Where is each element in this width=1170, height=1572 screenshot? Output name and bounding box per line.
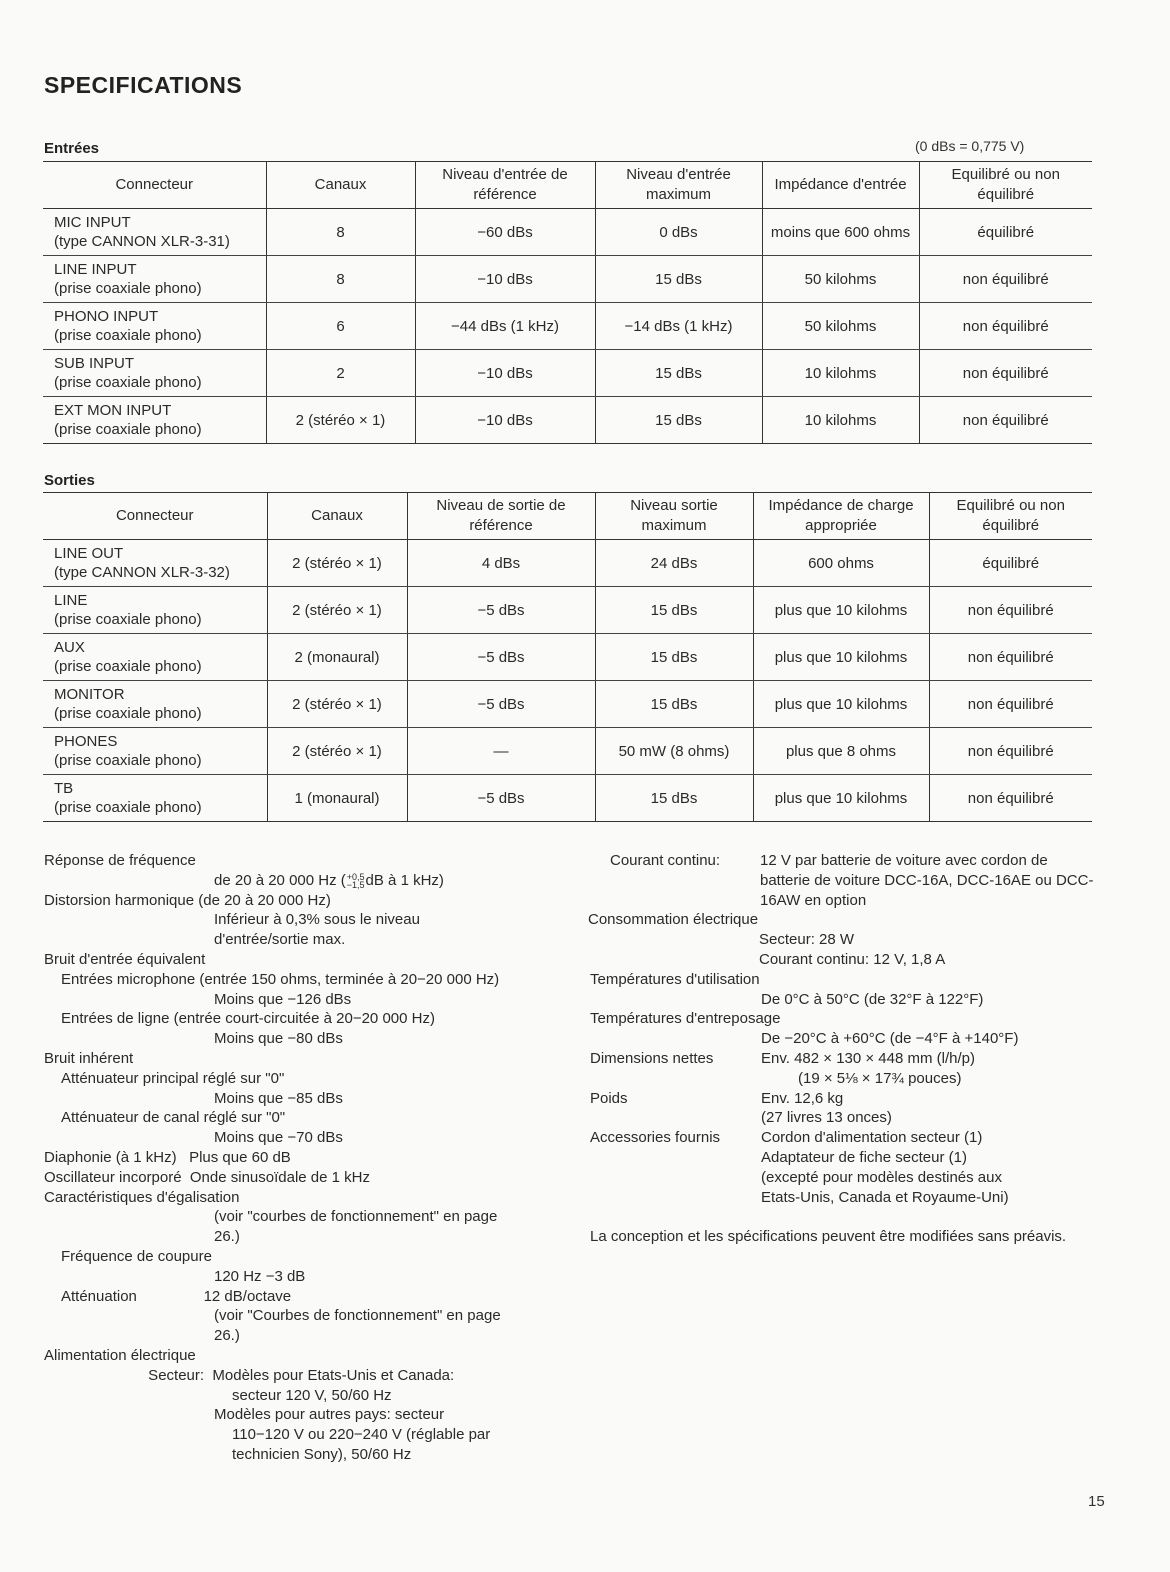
spec-line: Oscillateur incorporé Onde sinusoïdale de 1 kHz — [44, 1168, 371, 1186]
table-cell — [43, 397, 266, 444]
table-row — [43, 634, 1092, 681]
spec-line: secteur 120 V, 50/60 Hz — [232, 1386, 392, 1404]
consumption-label: Consommation électrique — [588, 911, 759, 929]
table-cell: −60 dBs — [415, 209, 595, 256]
table-cell: 2 (monaural) — [267, 634, 407, 681]
inputs-table — [43, 161, 1092, 444]
column-header: Canaux — [266, 162, 415, 209]
table-cell: −10 dBs — [415, 350, 595, 397]
connector-type: (prise coaxiale phono) — [54, 280, 202, 297]
table-cell — [43, 587, 267, 634]
table-cell — [43, 303, 266, 350]
spec-line: (voir "Courbes de fonctionnement" en page — [214, 1307, 501, 1325]
table-cell: non équilibré — [919, 350, 1092, 397]
spec-line: Atténuation 12 dB/octave — [61, 1287, 292, 1305]
connector-type: (prise coaxiale phono) — [54, 374, 202, 391]
table-cell — [43, 634, 267, 681]
table-cell: 0 dBs — [595, 209, 762, 256]
dc-value: 12 V par batterie de voiture avec cordon de batterie de voiture DCC-16A, DCC-16AE ou DCC-16AW en option — [760, 852, 1094, 909]
spec-line: 26.) — [214, 1327, 240, 1345]
table-cell: −5 dBs — [407, 681, 595, 728]
table-cell: 2 — [266, 350, 415, 397]
dim-value: Env. 482 × 130 × 448 mm (l/h/p) — [761, 1049, 976, 1067]
table-cell: 15 dBs — [595, 256, 762, 303]
dim-label: Dimensions nettes — [590, 1049, 714, 1067]
table-header-row — [43, 493, 1092, 540]
connector-type: (prise coaxiale phono) — [54, 752, 202, 769]
spec-line: 110−120 V ou 220−240 V (réglable par — [232, 1426, 491, 1444]
connector-name: LINE INPUT — [54, 261, 137, 278]
column-header: Equilibré ou non équilibré — [929, 493, 1092, 540]
spec-line: Diaphonie (à 1 kHz) Plus que 60 dB — [44, 1148, 291, 1166]
table-cell: 1 (monaural) — [267, 775, 407, 822]
table-cell: non équilibré — [929, 634, 1092, 681]
table-cell: 50 mW (8 ohms) — [595, 728, 753, 775]
right-specs — [588, 851, 1108, 1247]
table-cell: non équilibré — [929, 728, 1092, 775]
reference-note: (0 dBs = 0,775 V) — [915, 138, 1025, 154]
connector-name: LINE OUT — [54, 545, 124, 562]
connector-type: (prise coaxiale phono) — [54, 705, 202, 722]
spec-line: Entrées de ligne (entrée court-circuitée à 20−20 000 Hz) — [61, 1010, 435, 1028]
accessory-1: Cordon d'alimentation secteur (1) — [761, 1129, 983, 1147]
table-cell — [43, 350, 266, 397]
table-cell — [43, 209, 266, 256]
table-row — [43, 350, 1092, 397]
column-header: Niveau d'entrée de référence — [415, 162, 595, 209]
freq-post: dB à 1 kHz) — [365, 871, 444, 889]
table-cell: non équilibré — [919, 397, 1092, 444]
table-header-row — [43, 162, 1092, 209]
table-row — [43, 681, 1092, 728]
accessories-label: Accessories fournis — [590, 1129, 721, 1147]
spec-line: Alimentation électrique — [44, 1346, 196, 1364]
table-cell: 8 — [266, 209, 415, 256]
table-row — [43, 540, 1092, 587]
spec-line: technicien Sony), 50/60 Hz — [232, 1445, 412, 1463]
column-header: Niveau sortie maximum — [595, 493, 753, 540]
connector-name: MONITOR — [54, 686, 125, 703]
table-cell: 50 kilohms — [762, 256, 919, 303]
spec-line: 26.) — [214, 1228, 240, 1246]
table-cell: 2 (stéréo × 1) — [266, 397, 415, 444]
table-cell: 50 kilohms — [762, 303, 919, 350]
column-header: Canaux — [267, 493, 407, 540]
accessory-2: Adaptateur de fiche secteur (1) — [761, 1148, 967, 1166]
table-cell: 2 (stéréo × 1) — [267, 587, 407, 634]
connector-name: PHONO INPUT — [54, 308, 159, 325]
temp-use-value: De 0°C à 50°C (de 32°F à 122°F) — [761, 990, 984, 1008]
table-cell: 15 dBs — [595, 350, 762, 397]
table-cell: plus que 10 kilohms — [753, 634, 929, 681]
dim-row — [588, 1049, 1108, 1069]
spec-line: Entrées microphone (entrée 150 ohms, terminée à 20−20 000 Hz) — [61, 970, 500, 988]
table-cell: 2 (stéréo × 1) — [267, 681, 407, 728]
table-cell: non équilibré — [929, 775, 1092, 822]
table-row — [43, 587, 1092, 634]
table-cell: plus que 8 ohms — [753, 728, 929, 775]
connector-type: (type CANNON XLR-3-31) — [54, 233, 230, 250]
tolerance-minus: −1,5 — [346, 879, 365, 890]
outputs-table — [43, 492, 1092, 822]
disclaimer: La conception et les spécifications peuvent être modifiées sans préavis. — [590, 1228, 1067, 1246]
column-header: Niveau de sortie de référence — [407, 493, 595, 540]
connector-type: (prise coaxiale phono) — [54, 658, 202, 675]
spec-line: Bruit inhérent — [44, 1049, 134, 1067]
table-cell — [43, 540, 267, 587]
table-cell: 4 dBs — [407, 540, 595, 587]
table-cell: non équilibré — [929, 587, 1092, 634]
connector-type: (prise coaxiale phono) — [54, 611, 202, 628]
table-cell: moins que 600 ohms — [762, 209, 919, 256]
spec-line: d'entrée/sortie max. — [214, 931, 346, 949]
inputs-heading: Entrées — [44, 140, 100, 157]
table-cell: non équilibré — [929, 681, 1092, 728]
table-row — [43, 775, 1092, 822]
spec-line: Moins que −70 dBs — [214, 1129, 343, 1147]
connector-name: EXT MON INPUT — [54, 402, 172, 419]
table-cell: 10 kilohms — [762, 350, 919, 397]
page-title: SPECIFICATIONS — [44, 72, 243, 98]
table-cell: −5 dBs — [407, 587, 595, 634]
connector-type: (prise coaxiale phono) — [54, 799, 202, 816]
table-cell: plus que 10 kilohms — [753, 681, 929, 728]
table-cell: −10 dBs — [415, 397, 595, 444]
accessory-3: (excepté pour modèles destinés aux — [761, 1168, 1002, 1186]
table-cell: 15 dBs — [595, 397, 762, 444]
table-cell: plus que 10 kilohms — [753, 587, 929, 634]
temp-store-value: De −20°C à +60°C (de −4°F à +140°F) — [761, 1030, 1019, 1048]
consumption-dc: Courant continu: 12 V, 1,8 A — [759, 950, 946, 968]
table-cell: 10 kilohms — [762, 397, 919, 444]
table-cell: 600 ohms — [753, 540, 929, 587]
column-header: Impédance de charge appropriée — [753, 493, 929, 540]
table-cell: 15 dBs — [595, 681, 753, 728]
column-header: Connecteur — [43, 493, 267, 540]
spec-line: Moins que −80 dBs — [214, 1030, 343, 1048]
spec-line: Caractéristiques d'égalisation — [44, 1188, 240, 1206]
table-row — [43, 397, 1092, 444]
connector-name: SUB INPUT — [54, 355, 135, 372]
connector-name: MIC INPUT — [54, 214, 131, 231]
table-row — [43, 256, 1092, 303]
left-specs — [44, 851, 574, 1465]
table-cell: équilibré — [929, 540, 1092, 587]
spec-line: 120 Hz −3 dB — [214, 1267, 306, 1285]
freq-pre: de 20 à 20 000 Hz ( — [214, 871, 346, 889]
weight-label: Poids — [590, 1089, 628, 1107]
temp-store-label: Températures d'entreposage — [590, 1010, 781, 1028]
spec-line: Fréquence de coupure — [61, 1247, 212, 1265]
spec-line: Atténuateur principal réglé sur "0" — [61, 1069, 285, 1087]
table-cell — [43, 681, 267, 728]
table-cell: 6 — [266, 303, 415, 350]
dc-row — [588, 851, 1108, 910]
connector-name: TB — [54, 780, 74, 797]
table-cell: non équilibré — [919, 256, 1092, 303]
spec-line: Inférieur à 0,3% sous le niveau — [214, 911, 420, 929]
table-row — [43, 728, 1092, 775]
table-cell: −14 dBs (1 kHz) — [595, 303, 762, 350]
weight-pounds: (27 livres 13 onces) — [761, 1109, 892, 1127]
table-cell: 15 dBs — [595, 587, 753, 634]
table-cell: — — [407, 728, 595, 775]
table-row — [43, 209, 1092, 256]
spec-line: Moins que −85 dBs — [214, 1089, 343, 1107]
temp-use-label: Températures d'utilisation — [590, 970, 760, 988]
weight-row — [588, 1089, 1108, 1109]
dc-label: Courant continu: — [610, 852, 721, 869]
column-header: Impédance d'entrée — [762, 162, 919, 209]
connector-type: (type CANNON XLR-3-32) — [54, 564, 230, 581]
connector-name: LINE — [54, 592, 88, 609]
dim-inches: (19 × 5⅛ × 17¾ pouces) — [798, 1069, 962, 1087]
connector-type: (prise coaxiale phono) — [54, 421, 202, 438]
accessory-4: Etats-Unis, Canada et Royaume-Uni) — [761, 1188, 1009, 1206]
spec-line: Secteur: Modèles pour Etats-Unis et Canada: — [44, 1366, 455, 1384]
table-cell — [43, 728, 267, 775]
column-header: Connecteur — [43, 162, 266, 209]
spec-line: Atténuateur de canal réglé sur "0" — [61, 1109, 286, 1127]
table-cell: −44 dBs (1 kHz) — [415, 303, 595, 350]
connector-type: (prise coaxiale phono) — [54, 327, 202, 344]
connector-name: AUX — [54, 639, 85, 656]
table-cell — [43, 256, 266, 303]
freq-value — [44, 871, 574, 891]
freq-label: Réponse de fréquence — [44, 852, 196, 869]
table-cell: équilibré — [919, 209, 1092, 256]
table-cell: −5 dBs — [407, 775, 595, 822]
table-cell: −10 dBs — [415, 256, 595, 303]
tolerance-plus: +0,5 — [346, 871, 365, 882]
table-cell: 2 (stéréo × 1) — [267, 540, 407, 587]
table-cell: 15 dBs — [595, 634, 753, 681]
outputs-heading: Sorties — [44, 472, 95, 489]
table-row — [43, 303, 1092, 350]
table-cell: non équilibré — [919, 303, 1092, 350]
spec-line: Bruit d'entrée équivalent — [44, 950, 206, 968]
table-cell: 2 (stéréo × 1) — [267, 728, 407, 775]
column-header: Equilibré ou non équilibré — [919, 162, 1092, 209]
table-cell: −5 dBs — [407, 634, 595, 681]
spec-line: (voir "courbes de fonctionnement" en page — [214, 1208, 498, 1226]
table-cell: 15 dBs — [595, 775, 753, 822]
table-cell — [43, 775, 267, 822]
tolerance — [347, 873, 365, 889]
table-cell: plus que 10 kilohms — [753, 775, 929, 822]
spec-line: Distorsion harmonique (de 20 à 20 000 Hz) — [44, 891, 331, 909]
column-header: Niveau d'entrée maximum — [595, 162, 762, 209]
weight-value: Env. 12,6 kg — [761, 1089, 844, 1107]
consumption-ac: Secteur: 28 W — [759, 931, 855, 949]
page-number: 15 — [1088, 1493, 1105, 1510]
table-cell: 8 — [266, 256, 415, 303]
spec-line: Moins que −126 dBs — [214, 990, 352, 1008]
connector-name: PHONES — [54, 733, 118, 750]
spec-line: Modèles pour autres pays: secteur — [214, 1406, 445, 1424]
table-cell: 24 dBs — [595, 540, 753, 587]
accessories-row — [588, 1128, 1108, 1148]
